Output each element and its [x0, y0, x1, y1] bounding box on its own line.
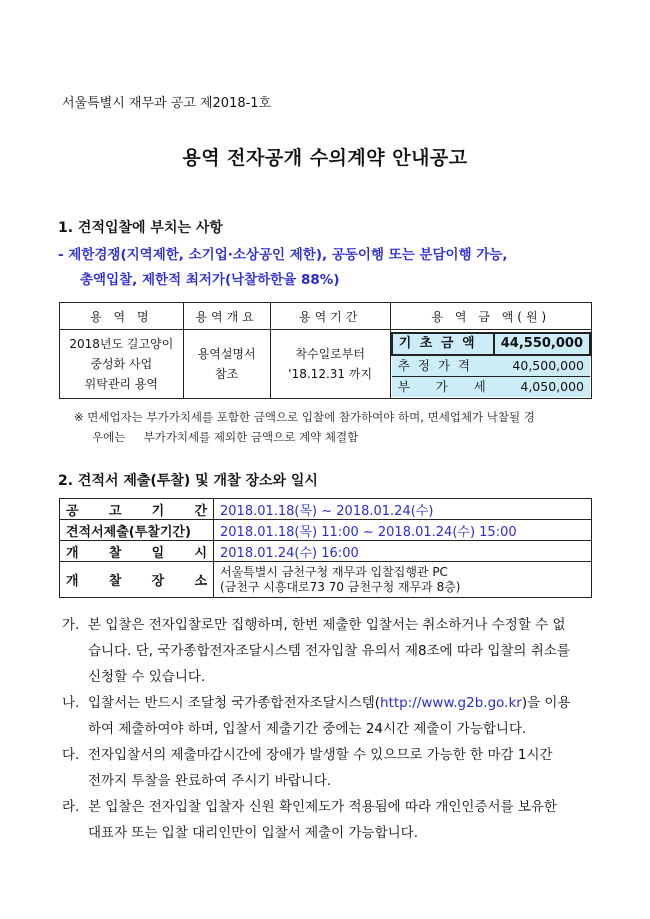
item-line: 신청할 수 있습니다. [88, 669, 206, 685]
item-line: 습니다. 단, 국가종합전자조달시스템 전자입찰 유의서 제8조에 따라 입찰의 취소를 [88, 643, 570, 659]
notice-number: 서울특별시 재무과 공고 제2018-1호 [62, 96, 272, 111]
note-line1: ※ 면세업자는 부가가치세를 포함한 금액으로 입찰에 참가하여야 하며, 면세업체가 낙찰될 경 [74, 410, 535, 424]
item-line: 본 입찰은 전자입찰로만 집행하며, 한번 제출한 입찰서는 취소하거나 수정할 수 없 [88, 617, 566, 633]
list-item [62, 794, 602, 846]
item-text [88, 690, 602, 742]
service-name-cell [60, 330, 184, 399]
item-text [88, 612, 602, 690]
section1-heading: 1. 견적입찰에 부치는 사항 [58, 220, 223, 236]
header-service-name: 용 역 명 [60, 303, 184, 330]
service-name-line: 위탁관리 용역 [84, 377, 159, 391]
opening-datetime-value: 2018.01.24(수) 16:00 [214, 541, 592, 562]
submission-period-label: 견적서제출(투찰기간) [60, 520, 214, 541]
schedule-table [59, 498, 592, 598]
place-line1: 서울특별시 금천구청 재무과 입찰집행관 PC [220, 564, 448, 579]
conditions-line1: - 제한경쟁(지역제한, 소기업·소상공인 제한), 공동이행 또는 분담이행 가능, [58, 247, 508, 263]
overview-line: 참조 [215, 367, 239, 381]
service-name-line: 중성화 사업 [90, 357, 153, 371]
vat-label: 부 가 세 [392, 376, 494, 397]
notice-period-value: 2018.01.18(목) ~ 2018.01.24(수) [214, 499, 592, 520]
list-item [62, 742, 602, 794]
item-marker: 라. [62, 799, 80, 815]
item-text-pre: 입찰서는 반드시 조달청 국가종합전자조달시스템( [88, 695, 381, 711]
item-marker: 나. [62, 695, 80, 711]
item-line: 전자입찰서의 제출마감시간에 장애가 발생할 수 있으므로 가능한 한 마감 1시간 [88, 747, 553, 763]
conditions-line2: 총액입찰, 제한적 최저가(낙찰하한율 88%) [80, 272, 340, 288]
base-amount-label: 기 초 금 액 [392, 333, 494, 355]
list-item [62, 612, 602, 690]
period-line: '18.12.31 까지 [288, 367, 373, 381]
overview-line: 용역설명서 [197, 347, 256, 361]
estimated-price-label: 추 정 가 격 [392, 355, 494, 377]
overview-cell [183, 330, 270, 399]
g2b-link[interactable]: http://www.g2b.go.kr [380, 695, 522, 711]
period-cell [270, 330, 390, 399]
instruction-list [62, 612, 602, 846]
item-line: 전까지 투찰을 완료하여 주시기 바랍니다. [88, 773, 332, 789]
item-text-post: )을 이용 [521, 695, 571, 711]
estimated-price-value: 40,500,000 [494, 355, 590, 377]
bid-conditions [58, 243, 508, 293]
header-amount: 용 역 금 액(원) [390, 303, 591, 330]
period-line: 착수일로부터 [295, 347, 365, 361]
header-period: 용역기간 [270, 303, 390, 330]
service-name-line: 2018년도 길고양이 [69, 337, 174, 351]
list-item [62, 690, 602, 742]
amount-cell [390, 330, 591, 399]
vat-value: 4,050,000 [494, 376, 590, 397]
page-title: 용역 전자공개 수의계약 안내공고 [182, 147, 468, 169]
opening-datetime-label: 개 찰 일 시 [60, 541, 214, 562]
service-table [59, 302, 592, 399]
notice-period-label: 공 고 기 간 [60, 499, 214, 520]
note-line2: 우에는 부가가치세를 제외한 금액으로 계약 체결함 [92, 430, 359, 444]
amount-subtable [391, 332, 591, 397]
item-text [88, 742, 602, 794]
opening-place-value [214, 562, 592, 598]
tax-note [74, 407, 594, 447]
opening-place-label: 개 찰 장 소 [60, 562, 214, 598]
item-line: 본 입찰은 전자입찰 입찰자 신원 확인제도가 적용됨에 따라 개인인증서를 보유한 [88, 799, 557, 815]
submission-period-value: 2018.01.18(목) 11:00 ~ 2018.01.24(수) 15:00 [214, 520, 592, 541]
item-line: 하여 제출하여야 하며, 입찰서 제출기간 중에는 24시간 제출이 가능합니다. [88, 721, 527, 737]
item-text [88, 794, 602, 846]
place-line2: (금천구 시흥대로73 70 금천구청 재무과 8층) [220, 579, 461, 594]
base-amount-value: 44,550,000 [494, 333, 590, 355]
item-line [88, 690, 602, 716]
header-overview: 용역개요 [183, 303, 270, 330]
item-marker: 다. [62, 747, 80, 763]
section2-heading: 2. 견적서 제출(투찰) 및 개찰 장소와 일시 [58, 473, 318, 489]
item-marker: 가. [62, 617, 80, 633]
item-line: 대표자 또는 입찰 대리인만이 입찰서 제출이 가능합니다. [88, 825, 418, 841]
